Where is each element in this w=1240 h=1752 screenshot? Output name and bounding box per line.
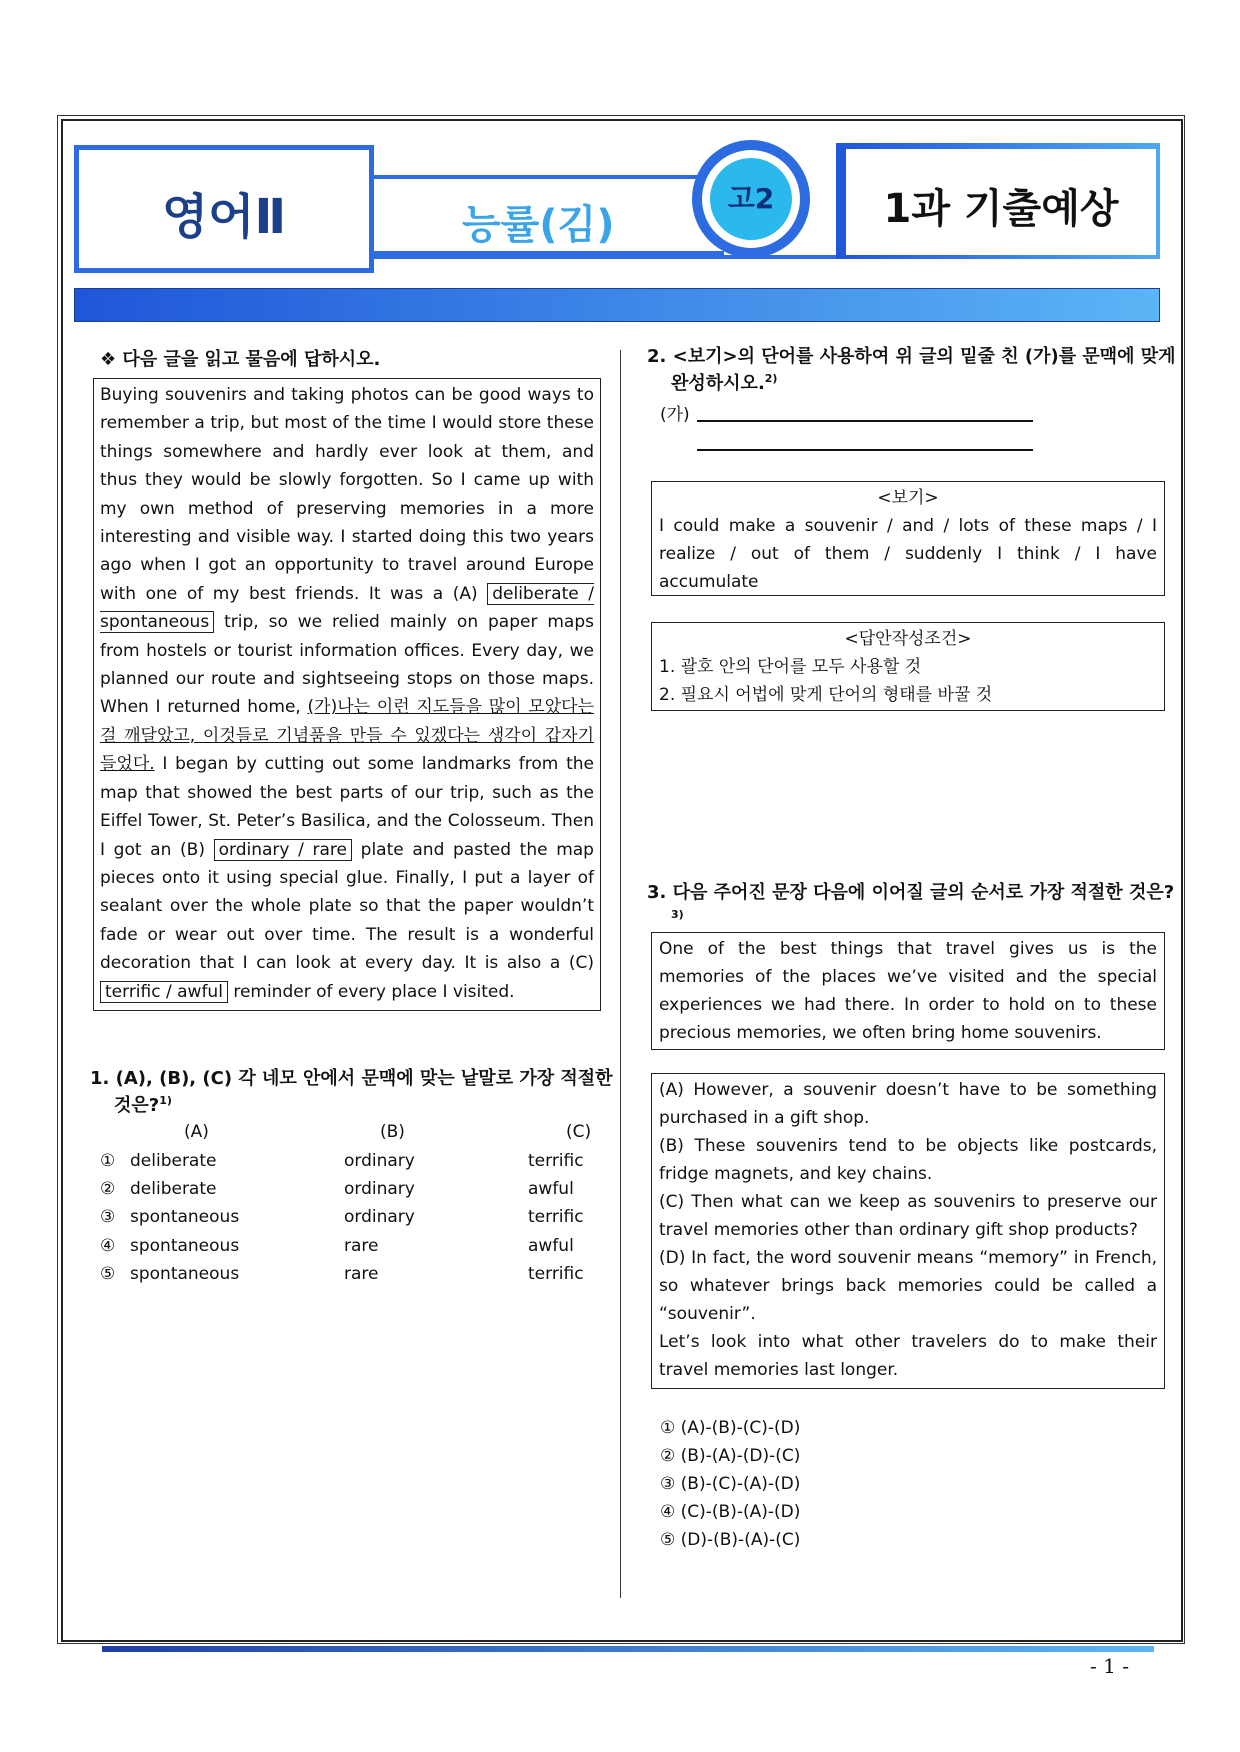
- choice-row[interactable]: [100, 1175, 686, 1203]
- choice-b: ordinary: [344, 1178, 415, 1199]
- bogi-text: I could make a souvenir / and / lots of these maps / I realize / out of them / suddenly I think / I have accumulate: [659, 516, 1157, 592]
- passage-text-3: I began by cutting out some landmarks from the map that showed the best parts of our trip, such as the Eiffel Tower, St. Peter’s Basilica, and the Colosseum. Then I got an (B): [100, 754, 594, 860]
- condition-2: 2. 필요시 어법에 맞게 단어의 형태를 바꿀 것: [659, 685, 993, 705]
- question-2-stem: 2. <보기>의 단어를 사용하여 위 글의 밑줄 친 (가)를 문맥에 맞게 완성하시오.: [647, 346, 1176, 394]
- choice-c: awful: [528, 1235, 574, 1256]
- choice-c: awful: [528, 1178, 574, 1199]
- given-sentence: One of the best things that travel gives us is the memories of the places we’ve visited and the special experiences we had there. In order to hold on to these precious memories, we often bring home souvenirs.: [659, 939, 1157, 1043]
- answer-line-2[interactable]: [697, 449, 1033, 451]
- option-3[interactable]: ③ (B)-(C)-(A)-(D): [660, 1474, 801, 1494]
- blank-label: (가): [660, 405, 690, 425]
- condition-1: 1. 괄호 안의 단어를 모두 사용할 것: [659, 657, 922, 677]
- option-1[interactable]: ① (A)-(B)-(C)-(D): [660, 1418, 801, 1438]
- footnote-1: 1): [159, 1094, 172, 1107]
- condition-box: [651, 622, 1165, 711]
- question-1: [90, 1068, 624, 1117]
- passage-text-5: reminder of every place I visited.: [227, 981, 515, 1002]
- word-box-a: deliberate / spontaneous: [100, 583, 594, 633]
- choice-b: ordinary: [344, 1207, 415, 1228]
- choice-number: ②: [100, 1178, 116, 1199]
- question-1-choices: [100, 1118, 686, 1288]
- paragraph-d: (D) In fact, the word souvenir means “memory” in French, so whatever brings back memories could be called a “souvenir”.: [659, 1248, 1157, 1324]
- passage-text-1: Buying souvenirs and taking photos can be good ways to remember a trip, but most of the time I would store these things somewhere and hardly ever look at them, and thus they would be slowly forgotten. So I came up with my own method of preserving memories in a more interesting and visible way. I started doing this two years ago when I got an opportunity to travel around Europe with one of my best friends. It was a (A): [100, 385, 594, 604]
- choices-header: [100, 1118, 686, 1146]
- footnote-2: 2): [764, 372, 778, 385]
- title-box: [836, 143, 1160, 259]
- question-3: [647, 882, 1181, 931]
- word-box-b: ordinary / rare: [214, 839, 352, 861]
- page-number: - 1 -: [1090, 1654, 1129, 1678]
- question-2: [647, 346, 1181, 395]
- choice-row[interactable]: [100, 1146, 686, 1174]
- header-b: (B): [380, 1122, 405, 1143]
- column-divider: [620, 350, 621, 1598]
- choice-number: ③: [100, 1207, 116, 1228]
- passage-text-4: plate and pasted the map pieces onto it using special glue. Finally, I put a layer of sealant over the whole plate so that the paper wouldn’t fade or wear out over time. The result is a wonderful decoration that I can look at every day. It is also a (C): [100, 839, 594, 974]
- word-box-c: terrific / awful: [100, 981, 228, 1003]
- paragraph-b: (B) These souvenirs tend to be objects like postcards, fridge magnets, and key chains.: [659, 1136, 1157, 1184]
- given-sentence-box: [651, 932, 1165, 1050]
- choice-b: rare: [344, 1264, 379, 1285]
- closing-sentence: Let’s look into what other travelers do to make their travel memories last longer.: [659, 1332, 1157, 1380]
- question-1-stem: 1. (A), (B), (C) 각 네모 안에서 문맥에 맞는 낱말로 가장 적절한 것은?: [90, 1068, 613, 1116]
- instruction: ❖ 다음 글을 읽고 물음에 답하시오.: [100, 349, 381, 370]
- subject-box: [74, 145, 374, 273]
- passage-text-2: trip, so we relied mainly on paper maps from hostels or tourist information offices. Every day, we planned our route and sightseeing stops on those maps. When I returned home,: [100, 612, 594, 718]
- question-3-stem: 3. 다음 주어진 문장 다음에 이어질 글의 순서로 가장 적절한 것은?: [647, 882, 1175, 903]
- publisher-box: [372, 175, 724, 255]
- answer-line-1[interactable]: [697, 420, 1033, 422]
- choice-a: spontaneous: [130, 1207, 240, 1228]
- subject-title: 영어Ⅱ: [161, 189, 287, 245]
- choice-a: spontaneous: [130, 1264, 240, 1285]
- choice-row[interactable]: [100, 1232, 686, 1260]
- condition-title: <답안작성조건>: [844, 629, 972, 649]
- header-c: (C): [566, 1122, 592, 1143]
- grade-badge: 고2: [710, 158, 792, 240]
- footnote-3: 3): [671, 908, 684, 921]
- choice-b: rare: [344, 1235, 379, 1256]
- choice-a: deliberate: [130, 1178, 217, 1199]
- option-2[interactable]: ② (B)-(A)-(D)-(C): [660, 1446, 801, 1466]
- choice-c: terrific: [528, 1264, 584, 1285]
- choice-row[interactable]: [100, 1203, 686, 1231]
- option-5[interactable]: ⑤ (D)-(B)-(A)-(C): [660, 1530, 801, 1550]
- header-a: (A): [184, 1122, 209, 1143]
- exam-title: 1과 기출예상: [883, 186, 1119, 232]
- choice-a: deliberate: [130, 1150, 217, 1171]
- option-4[interactable]: ④ (C)-(B)-(A)-(D): [660, 1502, 801, 1522]
- choice-row[interactable]: [100, 1260, 686, 1288]
- sequence-box: [651, 1073, 1165, 1389]
- paragraph-c: (C) Then what can we keep as souvenirs to preserve our travel memories other than ordinary gift shop products?: [659, 1192, 1157, 1240]
- publisher-label: 능률(김): [462, 202, 615, 248]
- footer-bar: [102, 1646, 1154, 1652]
- bogi-title: <보기>: [877, 488, 939, 508]
- choice-number: ①: [100, 1150, 116, 1171]
- choice-number: ⑤: [100, 1264, 116, 1285]
- title-box-inner: [846, 149, 1156, 255]
- header-banner: [74, 288, 1160, 322]
- choice-number: ④: [100, 1235, 116, 1256]
- choice-c: terrific: [528, 1150, 584, 1171]
- underlined-korean: (가)나는 이런 지도들을 많이 모았다는 걸 깨달았고, 이것들로 기념품을 만들 수 있겠다는 생각이 갑자기 들었다.: [100, 697, 594, 775]
- bogi-box: [651, 481, 1165, 596]
- reading-passage: [93, 378, 601, 1011]
- choice-c: terrific: [528, 1207, 584, 1228]
- paragraph-a: (A) However, a souvenir doesn’t have to be something purchased in a gift shop.: [659, 1080, 1157, 1128]
- choice-b: ordinary: [344, 1150, 415, 1171]
- choice-a: spontaneous: [130, 1235, 240, 1256]
